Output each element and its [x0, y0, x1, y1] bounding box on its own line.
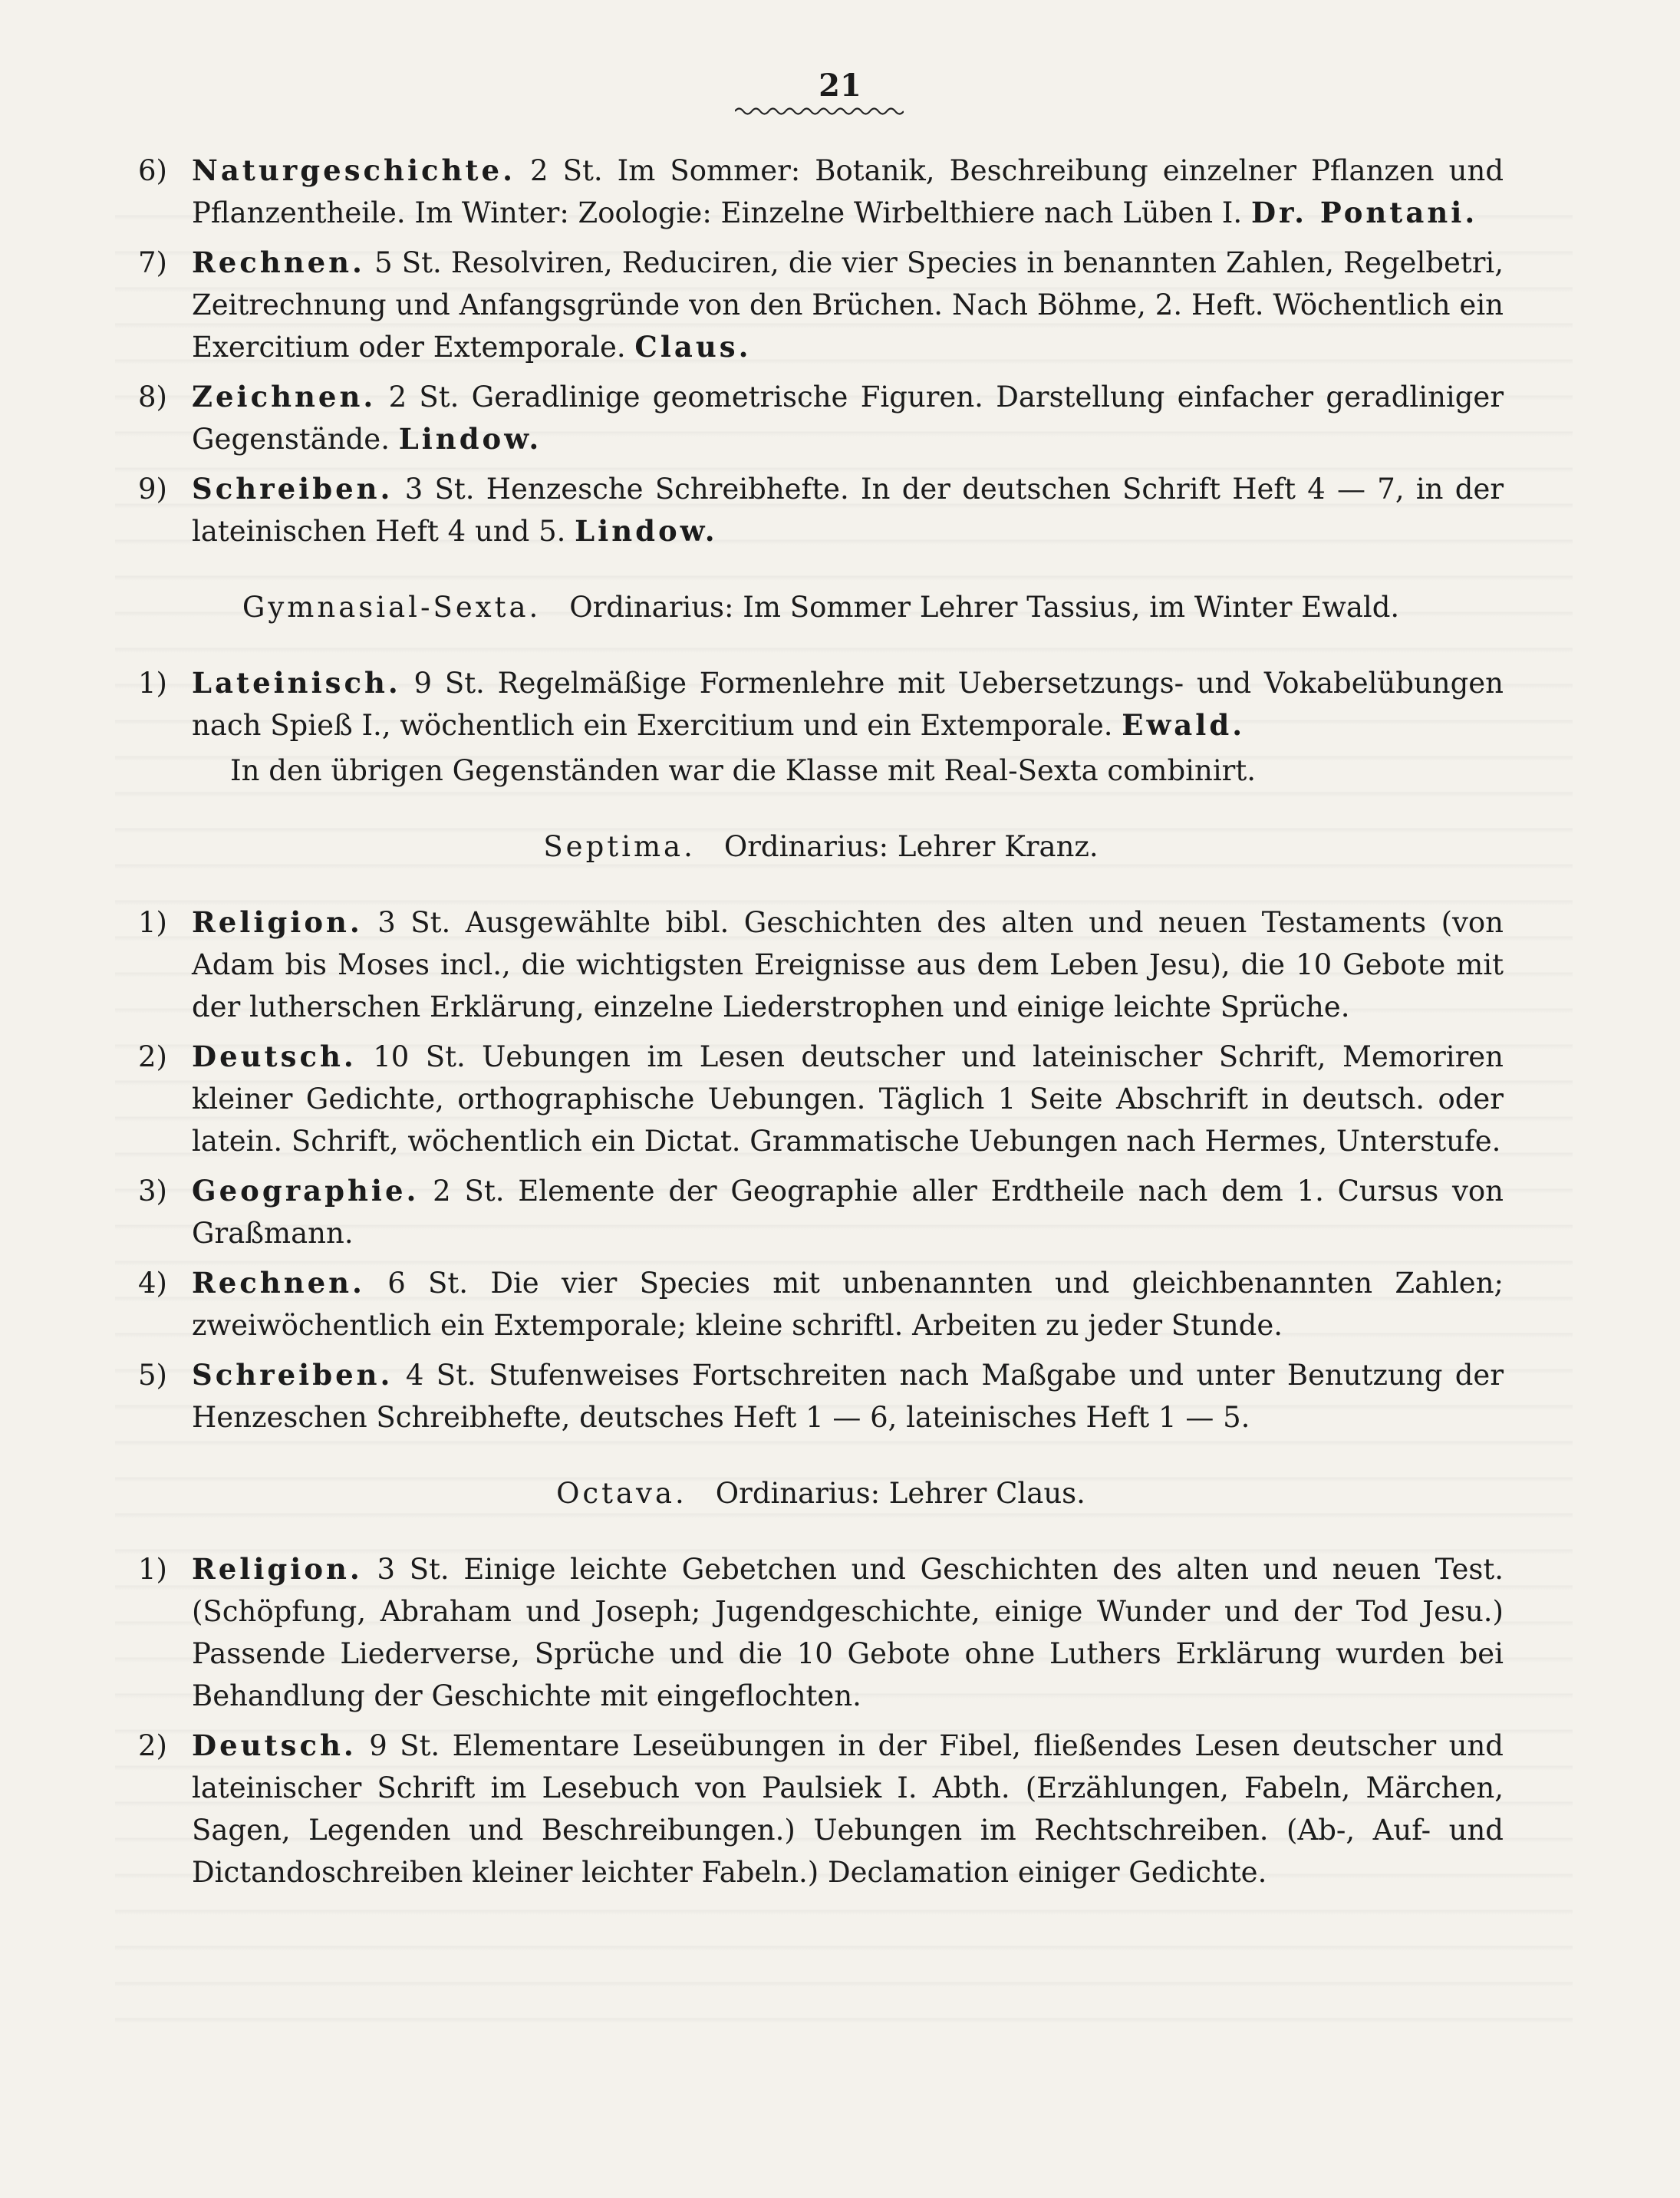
hours: 9 St. [413, 667, 485, 700]
hours: 3 St. [377, 1553, 450, 1586]
item-number: 1) [138, 1553, 167, 1586]
description: Resolviren, Reduciren, die vier Species in benannten Zahlen, Regelbetri, Zeitrechnung und Anfangsgründe von den Brüchen. Nach Böhme, 2. Heft. Wöchentlich ein Exercitium oder Extemporale. [192, 246, 1504, 364]
subject-entry [138, 662, 1504, 746]
item-number: 9) [138, 473, 167, 506]
subject-entry [138, 1548, 1504, 1717]
item-number: 8) [138, 381, 167, 414]
item-number: 2) [138, 1729, 167, 1762]
hours: 5 St. [374, 246, 442, 279]
item-body [192, 1359, 1504, 1434]
item-number: 6) [138, 154, 167, 187]
description: Einige leichte Gebetchen und Geschichten des alten und neuen Test. (Schöpfung, Abraham und Joseph; Jugendgeschichte, einige Wunder und der Tod Jesu.) Passende Liederverse, Sprüche und die 10 Gebote ohne Luthers Erklärung wurden bei Behandlung der Geschichte mit eingeflochten. [192, 1553, 1504, 1712]
subject-entry [138, 901, 1504, 1028]
item-number: 1) [138, 667, 167, 700]
hours: 4 St. [405, 1359, 476, 1392]
section-note: In den übrigen Gegenständen war die Klasse mit Real-Sexta combinirt. [230, 754, 1256, 787]
section-octava [138, 1472, 1504, 1893]
section-gymnasial-sexta [138, 586, 1504, 792]
item-body [192, 1267, 1504, 1342]
subject-name: Schreiben. [192, 1358, 394, 1392]
section-realquinta-tail [138, 150, 1504, 552]
hours: 2 St. [530, 154, 603, 187]
subject-name: Geographie. [192, 1174, 420, 1208]
teacher-name: Dr. Pontani. [1250, 196, 1478, 229]
subject-entry [138, 376, 1504, 460]
item-body [192, 1729, 1504, 1889]
description: Stufenweises Fortschreiten nach Maßgabe und unter Benutzung der Henzeschen Schreibhefte, deutsches Heft 1 — 6, lateinisches Heft 1 — 5. [192, 1359, 1504, 1434]
ordinarius: Ordinarius: Im Sommer Lehrer Tassius, im Winter Ewald. [569, 591, 1400, 624]
section-heading [138, 586, 1504, 628]
section-septima [138, 825, 1504, 1438]
ornament-rule [735, 106, 904, 117]
document-body [138, 150, 1504, 1901]
description: Henzesche Schreibhefte. In der deutschen Schrift Heft 4 — 7, in der lateinischen Heft 4 und 5. [192, 473, 1504, 548]
item-body [192, 381, 1504, 456]
subject-entry [138, 242, 1504, 368]
hours: 3 St. [404, 473, 475, 506]
subject-name: Rechnen. [192, 1266, 365, 1300]
subject-name: Deutsch. [192, 1040, 357, 1073]
item-number: 5) [138, 1359, 167, 1392]
subject-name: Deutsch. [192, 1728, 357, 1762]
subject-entry [138, 1170, 1504, 1254]
description: Ausgewählte bibl. Geschichten des alten und neuen Testaments (von Adam bis Moses incl., die wichtigsten Ereignisse aus dem Leben Jesu), die 10 Gebote mit der lutherschen Erklärung, einzelne Liederstrophen und einige leichte Sprüche. [192, 906, 1504, 1023]
class-name: Gymnasial-Sexta. [242, 591, 542, 624]
item-number: 2) [138, 1040, 167, 1073]
subject-entry [138, 468, 1504, 552]
ordinarius: Ordinarius: Lehrer Claus. [715, 1477, 1085, 1510]
item-body [192, 667, 1504, 742]
section-heading [138, 825, 1504, 868]
item-number: 7) [138, 246, 167, 279]
teacher-name: Ewald. [1122, 708, 1246, 742]
subject-entry [138, 1354, 1504, 1438]
subject-name: Religion. [192, 905, 363, 939]
teacher-name: Lindow. [398, 422, 542, 456]
description: Im Sommer: Botanik, Beschreibung einzelner Pflanzen und Pflanzentheile. Im Winter: Zoologie: Einzelne Wirbelthiere nach Lüben I. [192, 154, 1504, 229]
section-heading [138, 1472, 1504, 1514]
page-number: 21 [819, 68, 861, 104]
item-body [192, 154, 1504, 229]
description: Uebungen im Lesen deutscher und lateinischer Schrift, Memoriren kleiner Gedichte, orthographische Uebungen. Täglich 1 Seite Abschrift in deutsch. oder latein. Schrift, wöchentlich ein Dictat. Grammatische Uebungen nach Hermes, Unterstufe. [192, 1040, 1504, 1158]
subject-name: Rechnen. [192, 246, 365, 279]
class-name: Septima. [543, 830, 696, 863]
subject-name: Schreiben. [192, 472, 394, 506]
hours: 10 St. [373, 1040, 466, 1073]
description: Die vier Species mit unbenannten und gleichbenannten Zahlen; zweiwöchentlich ein Extemporale; kleine schriftl. Arbeiten zu jeder Stunde. [192, 1267, 1504, 1342]
item-number: 1) [138, 906, 167, 939]
item-body [192, 246, 1504, 364]
subject-name: Religion. [192, 1552, 363, 1586]
hours: 6 St. [387, 1267, 469, 1300]
description: Elemente der Geographie aller Erdtheile nach dem 1. Cursus von Graßmann. [192, 1175, 1504, 1250]
teacher-name: Lindow. [575, 514, 718, 548]
hours: 3 St. [377, 906, 451, 939]
teacher-name: Claus. [634, 330, 752, 364]
item-body [192, 473, 1504, 548]
class-name: Octava. [556, 1477, 687, 1510]
description: Geradlinige geometrische Figuren. Darstellung einfacher geradliniger Gegenstände. [192, 381, 1504, 456]
item-body [192, 1553, 1504, 1712]
item-body [192, 1175, 1504, 1250]
item-number: 3) [138, 1175, 167, 1208]
description: Regelmäßige Formenlehre mit Uebersetzungs- und Vokabelübungen nach Spieß I., wöchentlich ein Exercitium und ein Extemporale. [192, 667, 1504, 742]
subject-entry [138, 1725, 1504, 1893]
subject-name: Naturgeschichte. [192, 153, 516, 187]
hours: 2 St. [433, 1175, 505, 1208]
hours: 2 St. [388, 381, 460, 414]
subject-name: Zeichnen. [192, 380, 377, 414]
subject-entry [138, 150, 1504, 234]
subject-name: Lateinisch. [192, 666, 401, 700]
item-body [192, 1040, 1504, 1158]
description: Elementare Leseübungen in der Fibel, fließendes Lesen deutscher und lateinischer Schrift im Lesebuch von Paulsiek I. Abth. (Erzählungen, Fabeln, Märchen, Sagen, Legenden und Beschreibungen.) Uebungen im Rechtschreiben. (Ab-, Auf- und Dictandoschreiben kleiner leichter Fabeln.) Declamation einiger Gedichte. [192, 1729, 1504, 1889]
item-body [192, 906, 1504, 1023]
item-number: 4) [138, 1267, 167, 1300]
ordinarius: Ordinarius: Lehrer Kranz. [723, 830, 1099, 863]
subject-entry [138, 1262, 1504, 1346]
hours: 9 St. [369, 1729, 440, 1762]
subject-entry [138, 1036, 1504, 1162]
